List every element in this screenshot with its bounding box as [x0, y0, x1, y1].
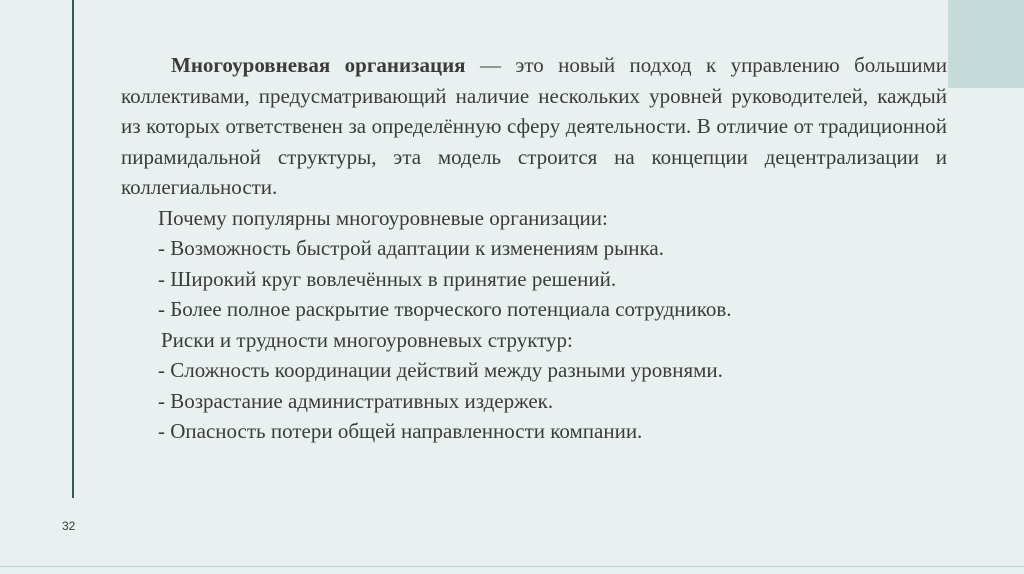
- risks-heading: Риски и трудности многоуровневых структур:: [161, 327, 573, 352]
- page-number: 32: [62, 519, 76, 533]
- bottom-accent-line: [0, 566, 1024, 567]
- intro-term: Многоуровневая организация: [171, 53, 466, 77]
- risks-item: - Возрастание административных издержек.: [158, 388, 554, 413]
- why-popular-item: - Широкий круг вовлечённых в принятие решений.: [158, 266, 617, 291]
- corner-accent-block: [948, 0, 1024, 88]
- risks-item: - Опасность потери общей направленности компании.: [158, 419, 643, 443]
- why-popular-heading: Почему популярны многоуровневые организации:: [158, 205, 608, 230]
- why-popular-item: - Возможность быстрой адаптации к изменениям рынка.: [158, 236, 664, 260]
- intro-paragraph: [121, 50, 947, 203]
- slide-body: [121, 50, 947, 447]
- why-popular-item: - Более полное раскрытие творческого потенциала сотрудников.: [158, 297, 732, 321]
- vertical-accent-line: [72, 0, 74, 498]
- risks-item: - Сложность координации действий между разными уровнями.: [158, 358, 723, 382]
- intro-text: — это новый подход к управлению большими коллективами, предусматривающий наличие нескольких уровней руководителей, каждый из которых ответственен за определённую сферу деятельности. В отличие от традиционной пирамидальной структуры, эта модель строится на концепции децентрализации и коллегиальности.: [121, 53, 948, 199]
